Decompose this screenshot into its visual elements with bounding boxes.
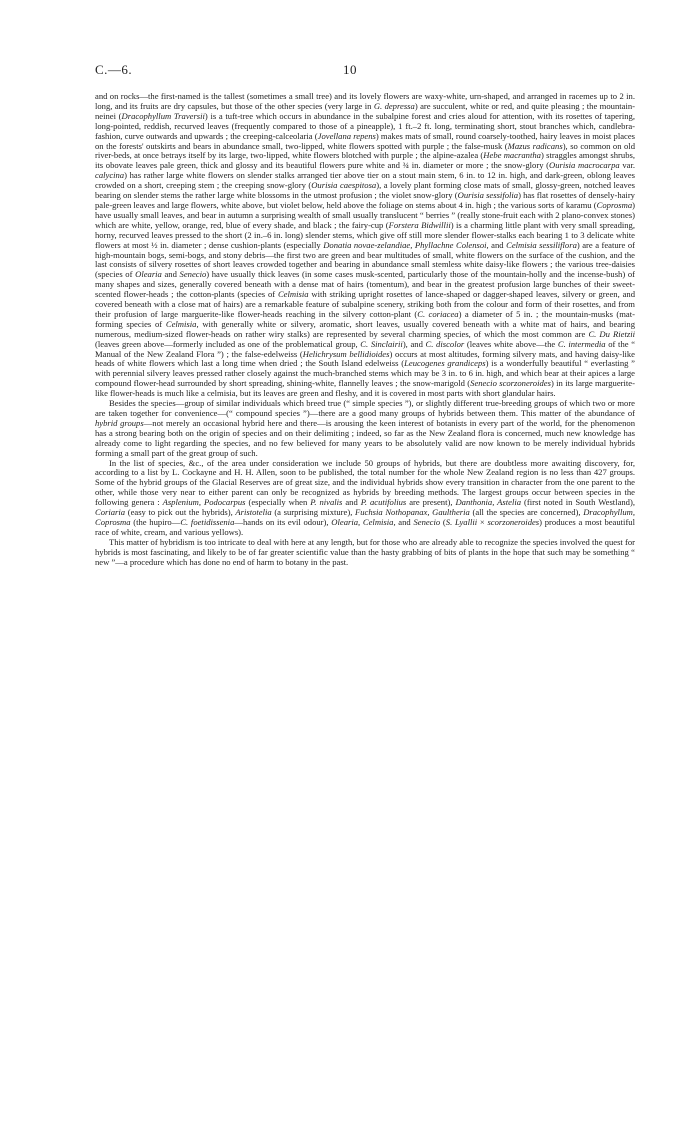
text-run: ( <box>440 516 446 527</box>
italic-run: Coprosma <box>596 199 633 210</box>
italic-run: Coriaria <box>95 507 126 518</box>
text-run: ) are a feature of high-mountain bogs, semi-bogs, and stony debris—the first two are green and bear multitudes of small, white flowers on the surface of the cushion, and the last consists of silvery rosettes of short leaves crowded together and bearing in abundance small stemless white daisy-like flowers ; the various tree-daisies (species of <box>95 239 636 280</box>
text-run: —not merely an occasional hybrid here and there—is arousing the keen interest of botanists in every part of the world, for the phenomenon has a strong bearing both on the origin of species and on their delimiting ; indeed, so far as the New Zealand flora is concerned, much new knowledge has already come to light regarding the species, and no few believed for many years to be absolutely valid are now known to be merely individual hybrids forming a small part of the great group of such. <box>95 417 635 458</box>
text-run: (first noted in South Westland), <box>521 497 635 508</box>
text-run: ) have usually small leaves, and bear in autumn a surprising wealth of small usually translucent “ berries ” (really stone-fruit each with 2 plano-convex stones) which are white, yellow, orange, red, blue of every shade, and black ; the fairy-cup ( <box>95 199 635 230</box>
text-run: ) have usually thick leaves (in some cases musk-scented, particularly those of the mountain-holly and the incense-bush) of many shapes and sizes, generally covered beneath with a dense mat of hairs (tomentum), and bear in the greatest profusion large bunches of their sweet-scented flower-heads ; the cotton-plants (species of <box>95 269 635 300</box>
page-header <box>95 62 605 82</box>
italic-run: Ourisia sessifolia <box>457 190 519 201</box>
text-run: var. <box>619 160 636 171</box>
paragraph <box>95 459 635 538</box>
italic-run: Ourisia caespitosa <box>311 180 377 191</box>
italic-run: Olearia <box>135 269 162 280</box>
paragraph <box>95 92 635 399</box>
italic-run: Olearia, Celmisia, <box>331 516 396 527</box>
italic-run: S. Lyallii <box>445 516 478 527</box>
text-run: with striking upright rosettes of lance-shaped or dagger-shaped leaves, silvery or green, and covered beneath with a close mat of hairs) are a remarkable feature of subalpine scenery, striking both from the colour and form of their rosettes, and from their profusion of large marguerite-like flower-heads reaching in the silvery cotton-plant ( <box>95 289 635 319</box>
italic-run: G. depressa <box>373 100 415 111</box>
text-run: (a surprising mixture), <box>271 507 355 518</box>
italic-run: Dracophyllum, Coprosma <box>95 507 635 527</box>
text-run: In the list of species, &c., of the area under consideration we include 50 groups of hybrids, but there are doubtless more awaiting discovery, for, according to a list by L. Cockayne and H. H. Allen, soon to be published, the total number for the whole New Zealand region is no less than 427 groups. Some of the hybrid groups of the Glacial Reserves are of great size, and the individual hybrids show every transition in character from the one parent to the other, while those very near to either parent can only be recognized as hybrids by breeding methods. The largest groups occur between species in the following genera : <box>95 457 635 508</box>
text-run: are present), <box>406 497 456 508</box>
paragraph <box>95 399 635 458</box>
text-run: (especially when <box>245 497 311 508</box>
italic-run: Celmisia sessiliflora <box>506 239 577 250</box>
italic-run: Danthonia, Astelia <box>455 497 522 508</box>
italic-run: Senecio <box>413 516 441 527</box>
italic-run: Fuchsia Nothopanax, Gaultheria <box>355 507 470 518</box>
text-run: ) makes mats of small, round coarsely-toothed, hairy leaves in moist places on the forests' outskirts and bears in abundance small, two-lipped, white flowers spotted with purple ; the false-musk ( <box>95 130 635 151</box>
text-run: ), a lovely plant forming close mats of small, glossy-green, notched leaves bearing on slender stems the rather large white blossoms in the utmost profusion ; the violet snow-glory ( <box>95 180 636 201</box>
text-run: ) is a wonderfully beautiful “ everlasting ” with perennial silvery leaves pressed rather closely against the much-branched stems which may be 3 in. to 6 in. high, and which bear at their apices a large compound flower-head surrounded by short spreading, shining-white, flannelly leaves ; the snow-marigold ( <box>95 358 635 389</box>
italic-run: C. discolor <box>425 338 465 349</box>
text-run: and on rocks—the first-named is the tallest (sometimes a small tree) and its lovely flowers are waxy-white, urn-shaped, and arranged in racemes up to 2 in. long, and its fruits are dry capsules, but those of the other species (very large in <box>95 91 635 111</box>
text-run: ) produces a most beautiful race of white, cream, and various yellows). <box>95 516 635 537</box>
text-run: (all the species are concerned), <box>469 507 584 518</box>
body-text <box>95 92 635 568</box>
italic-run: Dracophyllum Traversii <box>121 110 205 121</box>
italic-run: C. foetidissenia <box>180 516 235 527</box>
text-run: ), and <box>402 338 426 349</box>
text-run: ) is a tuft-tree which occurs in abundance in the subalpine forest and cries aloud for attention, with its rosettes of tapering, long-pointed, reddish, recurved leaves (frequently compared to those of a pineapple), 1 ft.–2 ft. long, terminating short, stout branches which, candlebra-fashion, curve outwards and upwards ; the creeping-calceolaria ( <box>95 110 635 141</box>
text-run: ) has flat rosettes of densely-hairy pale-green leaves and large flowers, white above, but violet below, held above the foliage on stems about 4 in. high ; the various sorts of karamu ( <box>95 190 635 210</box>
italic-run: hybrid groups <box>95 417 144 428</box>
text-run: This matter of hybridism is too intricate to deal with here at any length, but for those who are already able to recognize the species involved the quest for hybrids is most fascinating, and likely to be of far greater scientific value than the hasty grabbing of bits of plants in the hope that such may be something “ new ”—a procedure which has done no end of harm to botany in the past. <box>95 536 635 567</box>
italic-run: Ourisia macrocarpa <box>549 160 620 171</box>
text-run: , and <box>486 239 507 250</box>
italic-run: Senecio scorzoneroides <box>470 378 551 389</box>
italic-run: C. intermedia <box>557 338 606 349</box>
text-run: ) a diameter of 5 in. ; the mountain-musks (mat-forming species of <box>95 308 635 329</box>
text-run: (leaves white above—the <box>464 338 558 349</box>
text-run: ) straggles amongst shrubs, its obovate leaves pale green, thick and glossy and its beautiful flowers pure white and ¾ in. diameter or more ; the snow-glory ( <box>95 150 635 171</box>
italic-run: scorzoneroides <box>487 516 540 527</box>
text-run: and <box>342 497 361 508</box>
italic-run: Celmisia <box>277 289 309 300</box>
document-reference: C.—6. <box>95 62 133 77</box>
italic-run: Mazus radicans <box>507 140 563 151</box>
italic-run: Senecio <box>179 269 207 280</box>
italic-run: Leucogenes grandiceps <box>404 358 486 369</box>
italic-run: C. Du Rietzii <box>588 328 635 339</box>
text-run: × <box>477 516 488 527</box>
italic-run: Forstera Bidwillii <box>388 219 451 230</box>
italic-run: Jovellana repens <box>317 130 376 141</box>
text-run: and <box>395 516 414 527</box>
text-run: ) occurs at most altitudes, forming silvery mats, and having daisy-like heads of white flowers which last a long time when dried ; the South Island edelweiss ( <box>95 348 635 369</box>
text-run: (leaves green above—formerly included as one of the problematical group, <box>95 338 361 349</box>
text-run: (easy to pick out the hybrids), <box>125 507 236 518</box>
text-run: ) has rather large white flowers on slender stalks arranged tier above tier on a stout main stem, 6 in. to 12 in. high, and dark-green, oblong leaves crowded on a short, creeping stem ; the creeping snow-glory ( <box>95 170 635 191</box>
italic-run: Celmisia <box>165 318 197 329</box>
italic-run: P. acutifolius <box>360 497 407 508</box>
italic-run: calycina <box>95 170 125 181</box>
paragraph <box>95 538 635 568</box>
text-run: (the hupiro— <box>130 516 181 527</box>
italic-run: Aristotelia <box>235 507 272 518</box>
italic-run: Donatia novae-zelandiae, Phyllachne Colensoi <box>323 239 487 250</box>
text-run: ) is a charming little plant with very small spreading, horny, recurved leaves pressed to the short (2 in.–6 in. long) slender stems, which give off still more slender flower-stalks each bearing 1 to 3 delicate white flowers at most ½ in. diameter ; dense cushion-plants (especially <box>95 219 635 250</box>
italic-run: Asplenium, Podocarpus <box>162 497 246 508</box>
text-run: —hands on its evil odour), <box>234 516 332 527</box>
text-run: ) are succulent, white or red, and quite pleasing ; the mountain-neinei ( <box>95 100 635 121</box>
text-run: and <box>161 269 180 280</box>
text-run: Besides the species—group of similar individuals which breed true (“ simple species ”), or slightly different true-breeding groups of which two or more are taken together for convenience—(“ compound species ”)—there are a good many groups of hybrids between them. This matter of the abundance of <box>95 398 635 418</box>
italic-run: P. nivalis <box>310 497 343 508</box>
italic-run: C. coriacea <box>417 308 459 319</box>
italic-run: Helichrysum bellidioides <box>302 348 390 359</box>
page-number: 10 <box>343 62 357 77</box>
text-run: ), so common on old river-beds, at once betrays itself by its large, two-lipped, white flowers blotched with purple ; the alpine-azalea ( <box>95 140 635 161</box>
text-run: ) in its large marguerite-like flower-heads is much like a celmisia, but its leaves are green and fleshy, and it is covered in most parts with short glandular hairs. <box>95 378 635 399</box>
text-run: , with generally white or silvery, aromatic, short leaves, usually covered beneath with a white mat of hairs, and bearing numerous, medium-sized flower-heads on rather wiry stalks) are represented by several charming species, of which the most common are <box>95 318 636 339</box>
italic-run: Hebe macrantha <box>483 150 541 161</box>
text-run: of the “ Manual of the New Zealand Flora ”) ; the false-edelweiss ( <box>95 338 636 359</box>
italic-run: C. Sinclairii <box>360 338 403 349</box>
